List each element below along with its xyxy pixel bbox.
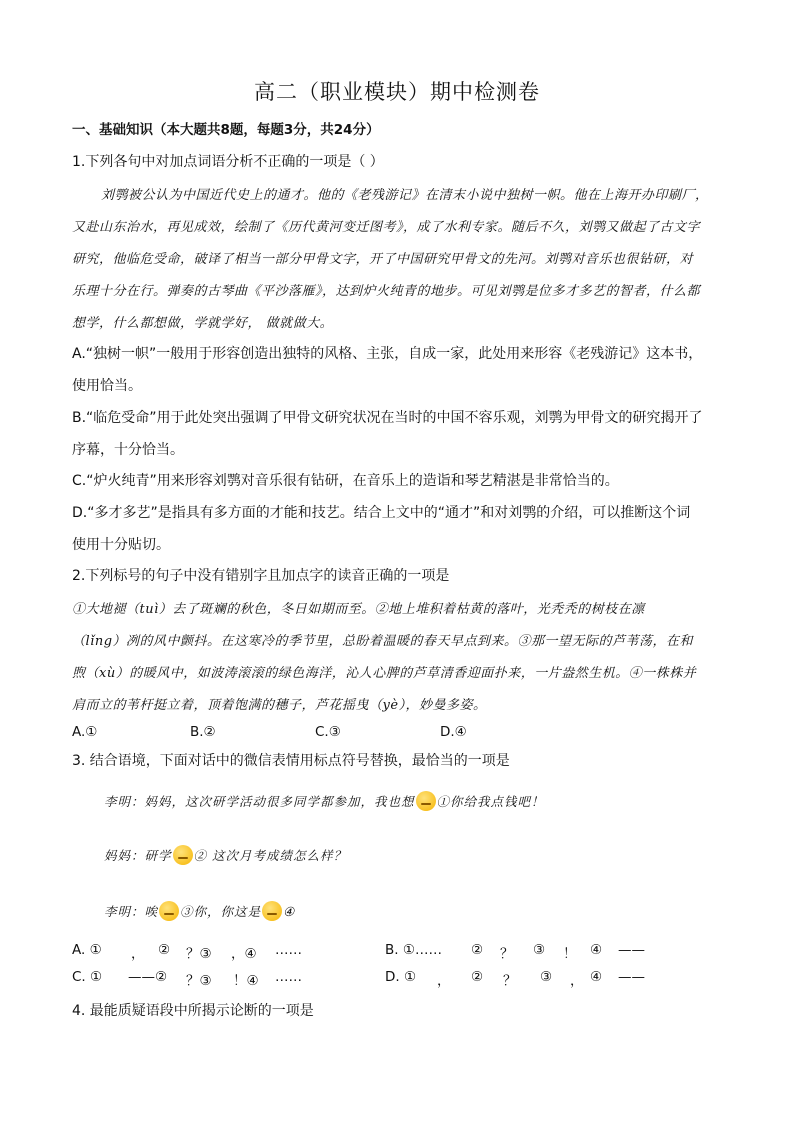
dialogue-text: 李明：妈妈，这次研学活动很多同学都参加，我也想 — [104, 794, 415, 809]
q1-option-b: B.“临危受命”用于此处突出强调了甲骨文研究状况在当时的中国不容乐观，刘鹗为甲骨文的研究揭开了 — [72, 410, 703, 426]
q3-choice-d-mark: ② — [471, 969, 484, 985]
dialogue-text: ①你给我点钱吧！ — [436, 794, 545, 809]
q2-passage-line: 肩而立的苇杆挺立着，顶着饱满的穗子，芦花摇曳（yè），妙曼多姿。 — [72, 698, 487, 713]
q1-option-d: D.“多才多艺”是指具有多方面的才能和技艺。结合上文中的“通才”和对刘鹗的介绍，可以推断这个词 — [72, 505, 691, 521]
q3-choice-d-mark: —— — [618, 969, 645, 985]
dialogue-text: ④ — [283, 904, 296, 919]
q4-stem: 4. 最能质疑语段中所揭示论断的一项是 — [72, 1003, 314, 1019]
q3-choice-c-mark: ？③ — [186, 973, 212, 989]
dialogue-text: 李明：唉 — [104, 904, 159, 919]
q3-stem: 3. 结合语境，下面对话中的微信表情用标点符号替换，最恰当的一项是 — [72, 753, 510, 769]
silent-face-icon — [262, 901, 282, 921]
q1-passage-line: 研究，他临危受命，破译了相当一部分甲骨文字，开了中国研究甲骨文的先河。刘鹗对音乐也很钻研，对 — [72, 252, 694, 267]
q2-passage-line: （lǐng）冽的风中颤抖。在这寒冷的季节里，总盼着温暖的春天早点到来。③那一望无际的芦苇荡，在和 — [72, 634, 694, 649]
dialogue-line-1 — [104, 791, 545, 811]
q3-choice-c-mark: …… — [275, 969, 302, 985]
q3-choice-d-mark: ， — [437, 973, 451, 989]
q3-choice-d-mark: ， — [570, 973, 584, 989]
q3-choice-c-mark: ——② — [128, 969, 168, 985]
q1-passage-line: 刘鹗被公认为中国近代史上的通才。他的《老残游记》在清末小说中独树一帜。他在上海开办印刷厂， — [101, 188, 709, 203]
q1-option-a: A.“独树一帜”一般用于形容创造出独特的风格、主张，自成一家，此处用来形容《老残游记》这本书， — [72, 346, 703, 362]
q2-option-a: A.① — [72, 724, 98, 740]
dialogue-text: ② 这次月考成绩怎么样？ — [193, 848, 347, 863]
q3-choice-d-mark: ③ — [540, 969, 553, 985]
q3-choice-a-mark: …… — [275, 942, 302, 958]
q3-choice-b-mark: ③ — [533, 942, 546, 958]
q3-choice-a-mark: ② — [158, 942, 171, 958]
q3-choice-b-mark: ？ — [500, 946, 514, 962]
q3-choice-c-mark: ！④ — [233, 973, 259, 989]
q2-option-d: D.④ — [440, 724, 467, 740]
q3-choice-d: D. ① — [385, 969, 417, 985]
q3-choice-d-mark: ④ — [590, 969, 603, 985]
q1-option-d-cont: 使用十分贴切。 — [72, 537, 170, 553]
q3-choice-b-mark: ② — [471, 942, 484, 958]
q3-choice-b: B. ①…… — [385, 942, 442, 958]
q1-option-b-cont: 序幕，十分恰当。 — [72, 442, 184, 458]
q3-choice-b-mark: —— — [618, 942, 645, 958]
q3-choice-a-mark: ， — [131, 946, 145, 962]
q1-option-a-cont: 使用恰当。 — [72, 378, 142, 394]
q3-choice-c: C. ① — [72, 969, 103, 985]
q1-passage-line: 又赴山东治水，再见成效，绘制了《历代黄河变迁图考》，成了水利专家。随后不久，刘鹗又做起了古文字 — [72, 220, 701, 235]
q3-choice-a-mark: ，④ — [231, 946, 257, 962]
q2-option-c: C.③ — [315, 724, 341, 740]
sweat-face-icon — [159, 901, 179, 921]
sleepy-face-icon — [173, 845, 193, 865]
q1-passage-line: 想学，什么都想做，学就学好， 做就做大。 — [72, 316, 334, 331]
dialogue-line-2 — [104, 845, 347, 865]
q1-stem: 1.下列各句中对加点词语分析不正确的一项是（ ） — [72, 154, 384, 170]
q3-choice-d-mark: ？ — [503, 973, 517, 989]
q3-choice-b-mark: ④ — [590, 942, 603, 958]
dialogue-text: 妈妈：研学 — [104, 848, 172, 863]
q2-stem: 2.下列标号的句子中没有错别字且加点字的读音正确的一项是 — [72, 568, 450, 584]
page-title: 高二（职业模块）期中检测卷 — [254, 80, 540, 104]
q1-option-c: C.“炉火纯青”用来形容刘鹗对音乐很有钻研，在音乐上的造诣和琴艺精湛是非常恰当的。 — [72, 473, 619, 489]
q1-passage-line: 乐理十分在行。弹奏的古琴曲《平沙落雁》，达到炉火纯青的地步。可见刘鹗是位多才多艺的智者，什么都 — [72, 284, 701, 299]
q2-option-b: B.② — [190, 724, 216, 740]
dialogue-line-3 — [104, 901, 295, 921]
q3-choice-a-mark: ？③ — [186, 946, 212, 962]
q2-passage-line: ①大地褪（tuì）去了斑斓的秋色，冬日如期而至。②地上堆积着枯黄的落叶，光秃秃的树枝在凛 — [72, 602, 645, 617]
thinking-face-icon — [416, 791, 436, 811]
section-heading: 一、基础知识（本大题共8题，每题3分，共24分） — [72, 122, 380, 138]
q2-passage-line: 煦（xù）的暖风中，如波涛滚滚的绿色海洋，沁人心脾的芦草清香迎面扑来，一片盎然生机。④一株株并 — [72, 666, 697, 681]
q3-choice-b-mark: ！ — [563, 946, 577, 962]
q3-choice-a: A. ① — [72, 942, 102, 958]
dialogue-text: ③你，你这是 — [180, 904, 262, 919]
